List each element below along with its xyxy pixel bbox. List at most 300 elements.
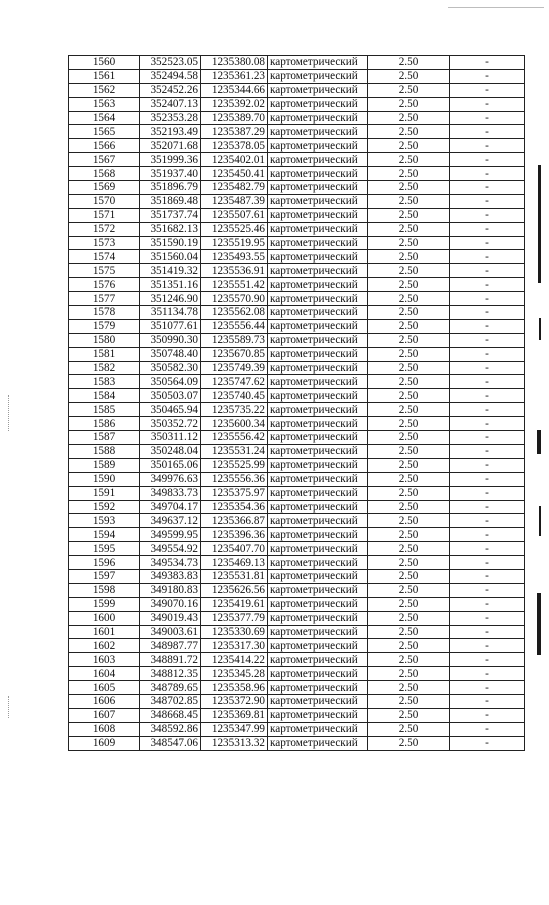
- note-cell: -: [450, 653, 525, 667]
- accuracy-cell: 2.50: [368, 653, 450, 667]
- method-cell: картометрический: [268, 569, 368, 583]
- table-row: [69, 236, 525, 250]
- y-coordinate-cell: 1235380.08: [201, 56, 268, 70]
- x-coordinate-cell: 349704.17: [140, 500, 201, 514]
- x-coordinate-cell: 351419.32: [140, 264, 201, 278]
- accuracy-cell: 2.50: [368, 167, 450, 181]
- note-cell: -: [450, 403, 525, 417]
- method-cell: картометрический: [268, 431, 368, 445]
- table-row: [69, 556, 525, 570]
- y-coordinate-cell: 1235392.02: [201, 97, 268, 111]
- x-coordinate-cell: 351560.04: [140, 250, 201, 264]
- table-row: [69, 722, 525, 736]
- point-number-cell: 1584: [69, 389, 140, 403]
- accuracy-cell: 2.50: [368, 417, 450, 431]
- point-number-cell: 1608: [69, 722, 140, 736]
- accuracy-cell: 2.50: [368, 194, 450, 208]
- x-coordinate-cell: 349976.63: [140, 472, 201, 486]
- table-row: [69, 83, 525, 97]
- x-coordinate-cell: 348547.06: [140, 736, 201, 750]
- accuracy-cell: 2.50: [368, 125, 450, 139]
- table-row: [69, 222, 525, 236]
- y-coordinate-cell: 1235551.42: [201, 278, 268, 292]
- note-cell: -: [450, 486, 525, 500]
- accuracy-cell: 2.50: [368, 583, 450, 597]
- y-coordinate-cell: 1235396.36: [201, 528, 268, 542]
- point-number-cell: 1576: [69, 278, 140, 292]
- note-cell: -: [450, 500, 525, 514]
- method-cell: картометрический: [268, 347, 368, 361]
- accuracy-cell: 2.50: [368, 625, 450, 639]
- method-cell: картометрический: [268, 639, 368, 653]
- y-coordinate-cell: 1235740.45: [201, 389, 268, 403]
- method-cell: картометрический: [268, 264, 368, 278]
- x-coordinate-cell: 352071.68: [140, 139, 201, 153]
- table-row: [69, 708, 525, 722]
- accuracy-cell: 2.50: [368, 389, 450, 403]
- point-number-cell: 1575: [69, 264, 140, 278]
- table-row: [69, 528, 525, 542]
- table-row: [69, 306, 525, 320]
- x-coordinate-cell: 351590.19: [140, 236, 201, 250]
- note-cell: -: [450, 736, 525, 750]
- y-coordinate-cell: 1235345.28: [201, 667, 268, 681]
- point-number-cell: 1591: [69, 486, 140, 500]
- y-coordinate-cell: 1235747.62: [201, 375, 268, 389]
- x-coordinate-cell: 348592.86: [140, 722, 201, 736]
- accuracy-cell: 2.50: [368, 444, 450, 458]
- x-coordinate-cell: 351937.40: [140, 167, 201, 181]
- coordinates-table-body: [69, 56, 525, 751]
- point-number-cell: 1597: [69, 569, 140, 583]
- accuracy-cell: 2.50: [368, 319, 450, 333]
- method-cell: картометрический: [268, 139, 368, 153]
- x-coordinate-cell: 350748.40: [140, 347, 201, 361]
- method-cell: картометрический: [268, 625, 368, 639]
- accuracy-cell: 2.50: [368, 431, 450, 445]
- note-cell: -: [450, 139, 525, 153]
- note-cell: -: [450, 611, 525, 625]
- table-row: [69, 181, 525, 195]
- x-coordinate-cell: 349534.73: [140, 556, 201, 570]
- point-number-cell: 1592: [69, 500, 140, 514]
- note-cell: -: [450, 667, 525, 681]
- method-cell: картометрический: [268, 69, 368, 83]
- x-coordinate-cell: 348789.65: [140, 681, 201, 695]
- table-row: [69, 653, 525, 667]
- note-cell: -: [450, 292, 525, 306]
- note-cell: -: [450, 83, 525, 97]
- table-row: [69, 125, 525, 139]
- x-coordinate-cell: 351134.78: [140, 306, 201, 320]
- table-row: [69, 278, 525, 292]
- y-coordinate-cell: 1235347.99: [201, 722, 268, 736]
- y-coordinate-cell: 1235482.79: [201, 181, 268, 195]
- x-coordinate-cell: 348987.77: [140, 639, 201, 653]
- y-coordinate-cell: 1235493.55: [201, 250, 268, 264]
- x-coordinate-cell: 349599.95: [140, 528, 201, 542]
- point-number-cell: 1596: [69, 556, 140, 570]
- accuracy-cell: 2.50: [368, 556, 450, 570]
- x-coordinate-cell: 352523.05: [140, 56, 201, 70]
- x-coordinate-cell: 351737.74: [140, 208, 201, 222]
- scan-mark: [539, 506, 541, 536]
- y-coordinate-cell: 1235354.36: [201, 500, 268, 514]
- y-coordinate-cell: 1235330.69: [201, 625, 268, 639]
- y-coordinate-cell: 1235372.90: [201, 694, 268, 708]
- method-cell: картометрический: [268, 153, 368, 167]
- accuracy-cell: 2.50: [368, 736, 450, 750]
- scan-mark: [537, 593, 541, 655]
- y-coordinate-cell: 1235313.32: [201, 736, 268, 750]
- point-number-cell: 1580: [69, 333, 140, 347]
- point-number-cell: 1573: [69, 236, 140, 250]
- x-coordinate-cell: 351682.13: [140, 222, 201, 236]
- note-cell: -: [450, 681, 525, 695]
- method-cell: картометрический: [268, 472, 368, 486]
- note-cell: -: [450, 306, 525, 320]
- y-coordinate-cell: 1235525.99: [201, 458, 268, 472]
- method-cell: картометрический: [268, 333, 368, 347]
- table-row: [69, 361, 525, 375]
- table-row: [69, 597, 525, 611]
- method-cell: картометрический: [268, 667, 368, 681]
- point-number-cell: 1572: [69, 222, 140, 236]
- method-cell: картометрический: [268, 250, 368, 264]
- method-cell: картометрический: [268, 375, 368, 389]
- method-cell: картометрический: [268, 319, 368, 333]
- point-number-cell: 1601: [69, 625, 140, 639]
- point-number-cell: 1561: [69, 69, 140, 83]
- method-cell: картометрический: [268, 611, 368, 625]
- y-coordinate-cell: 1235358.96: [201, 681, 268, 695]
- x-coordinate-cell: 352452.26: [140, 83, 201, 97]
- y-coordinate-cell: 1235531.81: [201, 569, 268, 583]
- accuracy-cell: 2.50: [368, 611, 450, 625]
- note-cell: -: [450, 69, 525, 83]
- method-cell: картометрический: [268, 56, 368, 70]
- note-cell: -: [450, 278, 525, 292]
- note-cell: -: [450, 194, 525, 208]
- method-cell: картометрический: [268, 458, 368, 472]
- point-number-cell: 1564: [69, 111, 140, 125]
- accuracy-cell: 2.50: [368, 458, 450, 472]
- method-cell: картометрический: [268, 486, 368, 500]
- note-cell: -: [450, 153, 525, 167]
- note-cell: -: [450, 625, 525, 639]
- scan-dots: [8, 696, 10, 718]
- point-number-cell: 1579: [69, 319, 140, 333]
- x-coordinate-cell: 348702.85: [140, 694, 201, 708]
- x-coordinate-cell: 352353.28: [140, 111, 201, 125]
- y-coordinate-cell: 1235589.73: [201, 333, 268, 347]
- y-coordinate-cell: 1235375.97: [201, 486, 268, 500]
- point-number-cell: 1599: [69, 597, 140, 611]
- note-cell: -: [450, 639, 525, 653]
- x-coordinate-cell: 350990.30: [140, 333, 201, 347]
- method-cell: картометрический: [268, 500, 368, 514]
- point-number-cell: 1583: [69, 375, 140, 389]
- x-coordinate-cell: 352193.49: [140, 125, 201, 139]
- method-cell: картометрический: [268, 597, 368, 611]
- method-cell: картометрический: [268, 97, 368, 111]
- accuracy-cell: 2.50: [368, 208, 450, 222]
- method-cell: картометрический: [268, 181, 368, 195]
- y-coordinate-cell: 1235670.85: [201, 347, 268, 361]
- table-row: [69, 167, 525, 181]
- x-coordinate-cell: 348812.35: [140, 667, 201, 681]
- x-coordinate-cell: 349019.43: [140, 611, 201, 625]
- accuracy-cell: 2.50: [368, 375, 450, 389]
- table-row: [69, 389, 525, 403]
- point-number-cell: 1582: [69, 361, 140, 375]
- x-coordinate-cell: 352407.13: [140, 97, 201, 111]
- point-number-cell: 1571: [69, 208, 140, 222]
- table-row: [69, 569, 525, 583]
- note-cell: -: [450, 528, 525, 542]
- table-row: [69, 153, 525, 167]
- accuracy-cell: 2.50: [368, 528, 450, 542]
- table-row: [69, 264, 525, 278]
- table-row: [69, 472, 525, 486]
- x-coordinate-cell: 350352.72: [140, 417, 201, 431]
- accuracy-cell: 2.50: [368, 569, 450, 583]
- note-cell: -: [450, 167, 525, 181]
- note-cell: -: [450, 236, 525, 250]
- point-number-cell: 1586: [69, 417, 140, 431]
- point-number-cell: 1563: [69, 97, 140, 111]
- scan-mark: [538, 165, 541, 283]
- note-cell: -: [450, 375, 525, 389]
- y-coordinate-cell: 1235317.30: [201, 639, 268, 653]
- note-cell: -: [450, 347, 525, 361]
- y-coordinate-cell: 1235407.70: [201, 542, 268, 556]
- x-coordinate-cell: 351077.61: [140, 319, 201, 333]
- x-coordinate-cell: 351246.90: [140, 292, 201, 306]
- table-row: [69, 194, 525, 208]
- table-row: [69, 56, 525, 70]
- method-cell: картометрический: [268, 361, 368, 375]
- note-cell: -: [450, 444, 525, 458]
- point-number-cell: 1566: [69, 139, 140, 153]
- note-cell: -: [450, 694, 525, 708]
- note-cell: -: [450, 222, 525, 236]
- table-row: [69, 639, 525, 653]
- y-coordinate-cell: 1235536.91: [201, 264, 268, 278]
- accuracy-cell: 2.50: [368, 222, 450, 236]
- table-row: [69, 431, 525, 445]
- accuracy-cell: 2.50: [368, 472, 450, 486]
- coordinates-table: [68, 55, 525, 751]
- x-coordinate-cell: 348668.45: [140, 708, 201, 722]
- x-coordinate-cell: 349003.61: [140, 625, 201, 639]
- accuracy-cell: 2.50: [368, 83, 450, 97]
- point-number-cell: 1578: [69, 306, 140, 320]
- table-row: [69, 694, 525, 708]
- y-coordinate-cell: 1235556.36: [201, 472, 268, 486]
- accuracy-cell: 2.50: [368, 153, 450, 167]
- note-cell: -: [450, 181, 525, 195]
- method-cell: картометрический: [268, 528, 368, 542]
- method-cell: картометрический: [268, 556, 368, 570]
- scan-mark: [539, 318, 541, 340]
- table-row: [69, 667, 525, 681]
- method-cell: картометрический: [268, 736, 368, 750]
- table-row: [69, 736, 525, 750]
- method-cell: картометрический: [268, 83, 368, 97]
- accuracy-cell: 2.50: [368, 236, 450, 250]
- method-cell: картометрический: [268, 403, 368, 417]
- y-coordinate-cell: 1235600.34: [201, 417, 268, 431]
- accuracy-cell: 2.50: [368, 597, 450, 611]
- note-cell: -: [450, 56, 525, 70]
- method-cell: картометрический: [268, 708, 368, 722]
- method-cell: картометрический: [268, 514, 368, 528]
- method-cell: картометрический: [268, 167, 368, 181]
- method-cell: картометрический: [268, 417, 368, 431]
- accuracy-cell: 2.50: [368, 722, 450, 736]
- y-coordinate-cell: 1235419.61: [201, 597, 268, 611]
- table-row: [69, 375, 525, 389]
- point-number-cell: 1560: [69, 56, 140, 70]
- accuracy-cell: 2.50: [368, 708, 450, 722]
- y-coordinate-cell: 1235626.56: [201, 583, 268, 597]
- point-number-cell: 1606: [69, 694, 140, 708]
- accuracy-cell: 2.50: [368, 542, 450, 556]
- method-cell: картометрический: [268, 236, 368, 250]
- accuracy-cell: 2.50: [368, 181, 450, 195]
- point-number-cell: 1602: [69, 639, 140, 653]
- point-number-cell: 1568: [69, 167, 140, 181]
- y-coordinate-cell: 1235361.23: [201, 69, 268, 83]
- point-number-cell: 1600: [69, 611, 140, 625]
- accuracy-cell: 2.50: [368, 403, 450, 417]
- table-row: [69, 292, 525, 306]
- method-cell: картометрический: [268, 681, 368, 695]
- note-cell: -: [450, 431, 525, 445]
- note-cell: -: [450, 708, 525, 722]
- accuracy-cell: 2.50: [368, 333, 450, 347]
- table-row: [69, 208, 525, 222]
- note-cell: -: [450, 472, 525, 486]
- method-cell: картометрический: [268, 125, 368, 139]
- point-number-cell: 1590: [69, 472, 140, 486]
- y-coordinate-cell: 1235556.42: [201, 431, 268, 445]
- table-row: [69, 97, 525, 111]
- y-coordinate-cell: 1235735.22: [201, 403, 268, 417]
- method-cell: картометрический: [268, 278, 368, 292]
- table-row: [69, 69, 525, 83]
- accuracy-cell: 2.50: [368, 278, 450, 292]
- method-cell: картометрический: [268, 194, 368, 208]
- table-row: [69, 458, 525, 472]
- table-row: [69, 542, 525, 556]
- table-row: [69, 319, 525, 333]
- note-cell: -: [450, 514, 525, 528]
- y-coordinate-cell: 1235531.24: [201, 444, 268, 458]
- y-coordinate-cell: 1235525.46: [201, 222, 268, 236]
- note-cell: -: [450, 125, 525, 139]
- note-cell: -: [450, 458, 525, 472]
- accuracy-cell: 2.50: [368, 694, 450, 708]
- point-number-cell: 1593: [69, 514, 140, 528]
- y-coordinate-cell: 1235562.08: [201, 306, 268, 320]
- point-number-cell: 1603: [69, 653, 140, 667]
- note-cell: -: [450, 250, 525, 264]
- y-coordinate-cell: 1235414.22: [201, 653, 268, 667]
- x-coordinate-cell: 350165.06: [140, 458, 201, 472]
- point-number-cell: 1594: [69, 528, 140, 542]
- accuracy-cell: 2.50: [368, 139, 450, 153]
- note-cell: -: [450, 417, 525, 431]
- method-cell: картометрический: [268, 208, 368, 222]
- accuracy-cell: 2.50: [368, 306, 450, 320]
- x-coordinate-cell: 351896.79: [140, 181, 201, 195]
- accuracy-cell: 2.50: [368, 639, 450, 653]
- note-cell: -: [450, 583, 525, 597]
- method-cell: картометрический: [268, 542, 368, 556]
- table-row: [69, 250, 525, 264]
- point-number-cell: 1585: [69, 403, 140, 417]
- note-cell: -: [450, 97, 525, 111]
- scan-mark: [537, 430, 541, 454]
- x-coordinate-cell: 348891.72: [140, 653, 201, 667]
- table-row: [69, 111, 525, 125]
- accuracy-cell: 2.50: [368, 486, 450, 500]
- note-cell: -: [450, 569, 525, 583]
- note-cell: -: [450, 597, 525, 611]
- x-coordinate-cell: 351351.16: [140, 278, 201, 292]
- note-cell: -: [450, 208, 525, 222]
- point-number-cell: 1565: [69, 125, 140, 139]
- table-row: [69, 625, 525, 639]
- accuracy-cell: 2.50: [368, 361, 450, 375]
- y-coordinate-cell: 1235402.01: [201, 153, 268, 167]
- x-coordinate-cell: 350582.30: [140, 361, 201, 375]
- y-coordinate-cell: 1235570.90: [201, 292, 268, 306]
- note-cell: -: [450, 722, 525, 736]
- x-coordinate-cell: 351869.48: [140, 194, 201, 208]
- x-coordinate-cell: 350503.07: [140, 389, 201, 403]
- y-coordinate-cell: 1235519.95: [201, 236, 268, 250]
- note-cell: -: [450, 264, 525, 278]
- point-number-cell: 1587: [69, 431, 140, 445]
- accuracy-cell: 2.50: [368, 347, 450, 361]
- x-coordinate-cell: 349070.16: [140, 597, 201, 611]
- note-cell: -: [450, 333, 525, 347]
- x-coordinate-cell: 352494.58: [140, 69, 201, 83]
- note-cell: -: [450, 542, 525, 556]
- x-coordinate-cell: 351999.36: [140, 153, 201, 167]
- x-coordinate-cell: 350248.04: [140, 444, 201, 458]
- scan-dots: [8, 395, 10, 431]
- point-number-cell: 1605: [69, 681, 140, 695]
- accuracy-cell: 2.50: [368, 111, 450, 125]
- accuracy-cell: 2.50: [368, 56, 450, 70]
- point-number-cell: 1607: [69, 708, 140, 722]
- y-coordinate-cell: 1235487.39: [201, 194, 268, 208]
- point-number-cell: 1562: [69, 83, 140, 97]
- point-number-cell: 1581: [69, 347, 140, 361]
- accuracy-cell: 2.50: [368, 514, 450, 528]
- point-number-cell: 1570: [69, 194, 140, 208]
- method-cell: картометрический: [268, 111, 368, 125]
- point-number-cell: 1588: [69, 444, 140, 458]
- note-cell: -: [450, 111, 525, 125]
- y-coordinate-cell: 1235377.79: [201, 611, 268, 625]
- header-rule: [448, 7, 544, 8]
- y-coordinate-cell: 1235507.61: [201, 208, 268, 222]
